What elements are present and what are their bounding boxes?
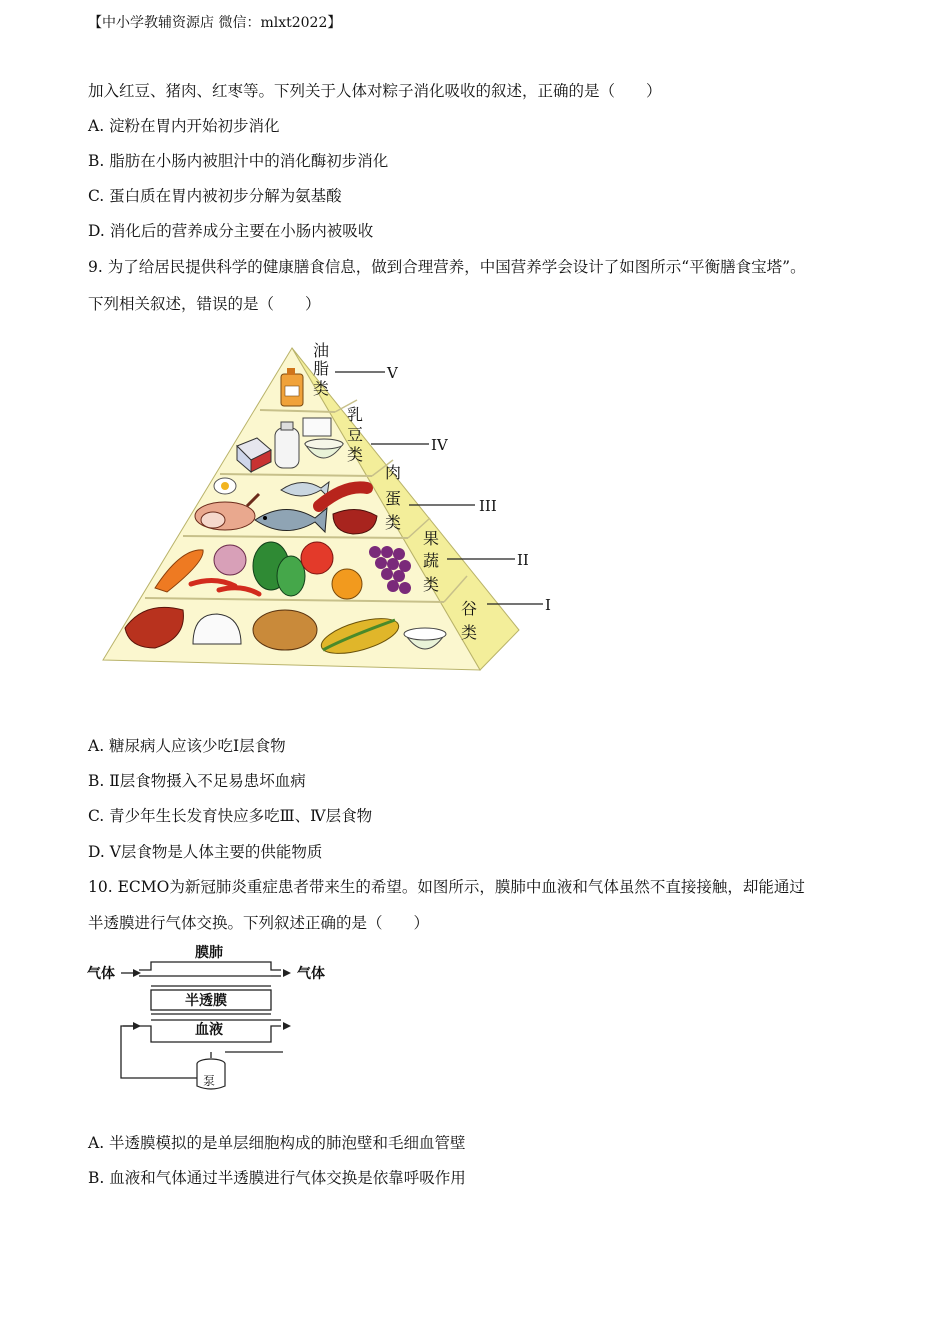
gas-outlet-label: 气体 bbox=[297, 966, 325, 982]
level4-label-char2: 豆 bbox=[347, 425, 364, 444]
gas-inlet-label: 气体 bbox=[87, 966, 115, 982]
q10-option-a: A. 半透膜模拟的是单层细胞构成的肺泡壁和毛细血管壁 bbox=[88, 1134, 466, 1152]
level1-label-char1: 谷 bbox=[461, 599, 478, 618]
q9-stem-line2: 下列相关叙述，错误的是（ ） bbox=[88, 295, 321, 313]
q8-option-d: D. 消化后的营养成分主要在小肠内被吸收 bbox=[88, 222, 374, 240]
food-pyramid-figure bbox=[95, 338, 565, 678]
tofu-icon bbox=[303, 418, 331, 436]
level3-label-char3: 类 bbox=[385, 513, 402, 532]
q10-stem-line1: 10. ECMO为新冠肺炎重症患者带来生的希望。如图所示，膜肺中血液和气体虽然不直接接触，却能通过 bbox=[88, 878, 805, 896]
q9-option-c: C. 青少年生长发育快应多吃Ⅲ、Ⅳ层食物 bbox=[88, 807, 373, 825]
q9-option-a: A. 糖尿病人应该少吃Ⅰ层食物 bbox=[88, 737, 286, 755]
level4-roman-label: IV bbox=[431, 436, 448, 454]
level3-label-char2: 蛋 bbox=[385, 489, 402, 508]
blood-label: 血液 bbox=[195, 1022, 223, 1038]
level2-label-char2: 蔬 bbox=[423, 551, 440, 570]
level1-label-char2: 类 bbox=[461, 623, 478, 642]
level5-roman-label: V bbox=[387, 364, 398, 382]
q9-stem-line1: 9. 为了给居民提供科学的健康膳食信息，做到合理营养，中国营养学会设计了如图所示“平衡膳食宝塔”。 bbox=[88, 258, 806, 276]
q9-option-d: D. Ⅴ层食物是人体主要的供能物质 bbox=[88, 843, 323, 861]
onion-icon bbox=[214, 545, 246, 575]
level4-label-char1: 乳 bbox=[347, 405, 364, 424]
q10-option-b: B. 血液和气体通过半透膜进行气体交换是依靠呼吸作用 bbox=[88, 1169, 466, 1187]
level1-roman-label: I bbox=[545, 596, 551, 614]
milk-bottle-icon bbox=[275, 422, 299, 468]
level2-label-char1: 果 bbox=[423, 529, 440, 548]
bread-icon bbox=[253, 610, 317, 650]
tomato-icon bbox=[301, 542, 333, 574]
level5-label-char3: 类 bbox=[313, 379, 330, 398]
page-header: 【中小学教辅资源店 微信：mlxt2022】 bbox=[88, 15, 342, 31]
egg-icon bbox=[214, 478, 236, 494]
q8-option-a: A. 淀粉在胃内开始初步消化 bbox=[88, 117, 280, 135]
level5-label-char2: 脂 bbox=[313, 359, 330, 378]
q9-option-b: B. Ⅱ层食物摄入不足易患坏血病 bbox=[88, 772, 306, 790]
q10-stem-line2: 半透膜进行气体交换。下列叙述正确的是（ ） bbox=[88, 914, 430, 932]
semipermeable-membrane-label: 半透膜 bbox=[185, 993, 227, 1009]
level4-label-char3: 类 bbox=[347, 445, 364, 464]
q8-option-c: C. 蛋白质在胃内被初步分解为氨基酸 bbox=[88, 187, 342, 205]
ecmo-diagram bbox=[85, 940, 345, 1095]
level2-roman-label: II bbox=[517, 551, 529, 569]
level5-label-char1: 油 bbox=[313, 341, 330, 360]
orange-icon bbox=[332, 569, 362, 599]
membrane-lung-label: 膜肺 bbox=[195, 945, 223, 961]
q8-stem: 加入红豆、猪肉、红枣等。下列关于人体对粽子消化吸收的叙述，正确的是（ ） bbox=[88, 82, 662, 100]
q8-option-b: B. 脂肪在小肠内被胆汁中的消化酶初步消化 bbox=[88, 152, 389, 170]
pump-label: 泵 bbox=[203, 1074, 216, 1088]
level3-label-char1: 肉 bbox=[385, 463, 402, 482]
level3-roman-label: III bbox=[479, 497, 497, 515]
oil-bottle-icon bbox=[281, 368, 303, 406]
level2-label-char3: 类 bbox=[423, 575, 440, 594]
